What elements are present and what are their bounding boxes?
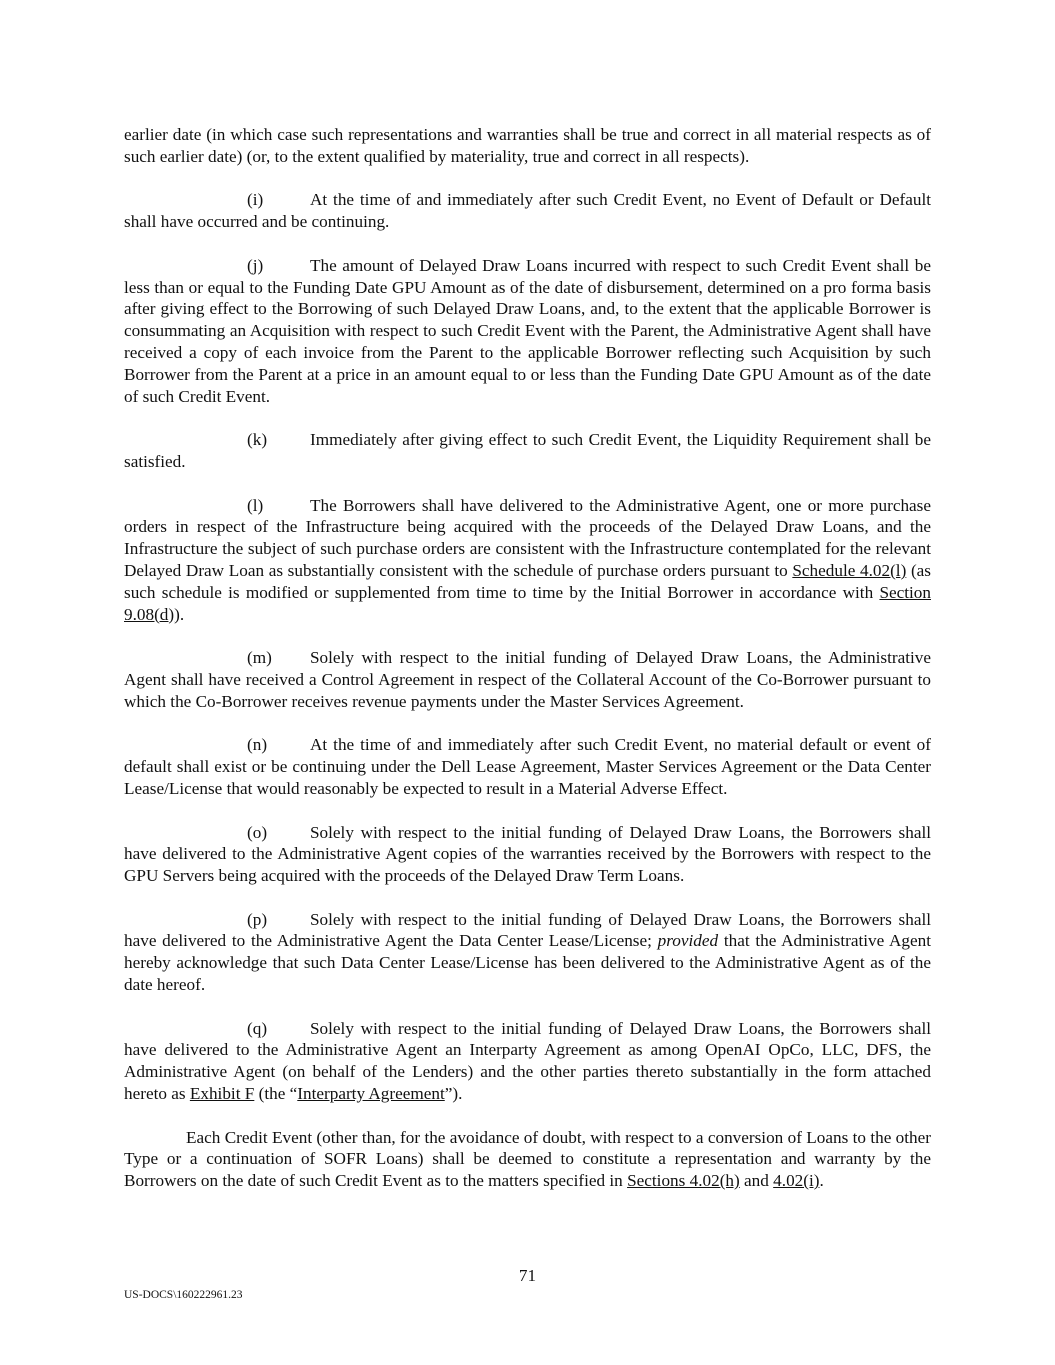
clause-text: The amount of Delayed Draw Loans incurred with respect to such Credit Event shall be less than or equal to the Funding Date GPU Amount as of the date of disbursement, determined on a pro forma basis after giving effect to the Borrowing of such Delayed Draw Loans, and, to the extent that the applicable Borrower is consummating an Acquisition with respect to such Credit Event with the Parent, the Administrative Agent shall have received a copy of each invoice from the Parent to the applicable Borrower reflecting such Acquisition by such Borrower from the Parent at a price in an amount equal to or less than the Funding Date GPU Amount as of the date of such Credit Event. xyxy=(124,255,931,406)
clause-label: (k) xyxy=(247,430,268,450)
continuation-paragraph xyxy=(124,124,931,168)
clause-text: Solely with respect to the initial funding of Delayed Draw Loans, the Borrowers shall have delivered to the Administrative Agent an Interparty Agreement as among OpenAI OpCo, LLC, DFS, the Administrative Agent (on behalf of the Lenders) and the other parties thereto substantially in the form attached hereto as xyxy=(124,1018,931,1104)
clause-i xyxy=(124,189,931,233)
clause-text: (the “ xyxy=(254,1084,298,1104)
clause-q xyxy=(124,1018,931,1105)
paragraph-text: and xyxy=(739,1171,774,1191)
clause-text: Solely with respect to the initial funding of Delayed Draw Loans, the Administrative Agent shall have received a Control Agreement in respect of the Collateral Account of the Co-Borrower pursuant to which the Co-Borrower receives revenue payments under the Master Services Agreement. xyxy=(124,648,931,711)
continuation-text: earlier date (in which case such representations and warranties shall be true and correct in all material respects as of such earlier date) (or, to the extent qualified by materiality, true and correct in all respects). xyxy=(124,125,931,166)
clause-label: (o) xyxy=(247,822,268,842)
clause-text: The Borrowers shall have delivered to the Administrative Agent, one or more purchase orders in respect of the Infrastructure being acquired with the proceeds of the Delayed Draw Loans, and the Infrastructure the subject of such purchase orders are consistent with the Infrastructure contemplated for the relevant Delayed Draw Loan as substantially consistent with the schedule of purchase orders pursuant to xyxy=(124,495,931,580)
paragraph-text: . xyxy=(819,1171,824,1191)
document-body xyxy=(124,124,931,1214)
clause-label: (q) xyxy=(247,1018,268,1038)
clause-text: ”). xyxy=(444,1084,463,1104)
paragraph-text: Each Credit Event (other than, for the avoidance of doubt, with respect to a conversion of Loans to the other Type or a continuation of SOFR Loans) shall be deemed to constitute a representation and warranty by the Borrowers on the date of such Credit Event as to the matters specified in xyxy=(124,1127,931,1191)
clause-text: (as such schedule is modified or supplemented from time to time by the Initial Borrower in accordance with xyxy=(124,560,931,602)
clause-j xyxy=(124,255,931,408)
clause-n xyxy=(124,734,931,799)
exhibit-reference-link[interactable]: Exhibit F xyxy=(189,1084,255,1104)
clause-p xyxy=(124,909,931,996)
section-reference-link[interactable]: Section 9.08(d) xyxy=(124,582,931,624)
clause-l xyxy=(124,495,931,626)
clause-text: At the time of and immediately after such Credit Event, no Event of Default or Default shall have occurred and be continuing. xyxy=(124,190,931,232)
defined-term-link[interactable]: Interparty Agreement xyxy=(297,1084,445,1104)
clause-o xyxy=(124,822,931,887)
clause-k xyxy=(124,429,931,473)
deemed-representation-paragraph xyxy=(124,1127,931,1192)
section-reference-link[interactable]: 4.02(i) xyxy=(773,1171,820,1191)
clause-label: (p) xyxy=(247,909,268,929)
page-number: 71 xyxy=(518,1266,537,1285)
clause-text: ). xyxy=(174,604,185,624)
clause-text: Solely with respect to the initial funding of Delayed Draw Loans, the Borrowers shall have delivered to the Administrative Agent the Data Center Lease/License; xyxy=(124,909,931,951)
clause-label: (i) xyxy=(247,190,264,210)
clause-label: (l) xyxy=(247,495,264,515)
clause-text: At the time of and immediately after such Credit Event, no material default or event of default shall exist or be continuing under the Dell Lease Agreement, Master Services Agreement or the Data Center Lease/License that would reasonably be expected to result in a Material Adverse Effect. xyxy=(124,735,931,798)
document-id: US-DOCS\160222961.23 xyxy=(124,1289,243,1301)
schedule-reference-link[interactable]: Schedule 4.02(l) xyxy=(792,560,907,580)
clause-text: Immediately after giving effect to such Credit Event, the Liquidity Requirement shall be satisfied. xyxy=(124,430,931,471)
clause-text: that the Administrative Agent hereby acknowledge that such Data Center Lease/License has been delivered to the Administrative Agent as of the date hereof. xyxy=(124,931,932,995)
provided-italic: provided xyxy=(657,931,719,951)
clause-m xyxy=(124,647,931,712)
clause-text: Solely with respect to the initial funding of Delayed Draw Loans, the Borrowers shall have delivered to the Administrative Agent copies of the warranties received by the Borrowers with respect to the GPU Servers being acquired with the proceeds of the Delayed Draw Term Loans. xyxy=(124,822,931,886)
sections-reference-link[interactable]: Sections 4.02(h) xyxy=(627,1171,740,1191)
clause-label: (n) xyxy=(247,735,268,755)
clause-label: (j) xyxy=(247,255,264,275)
clause-label: (m) xyxy=(247,648,272,668)
